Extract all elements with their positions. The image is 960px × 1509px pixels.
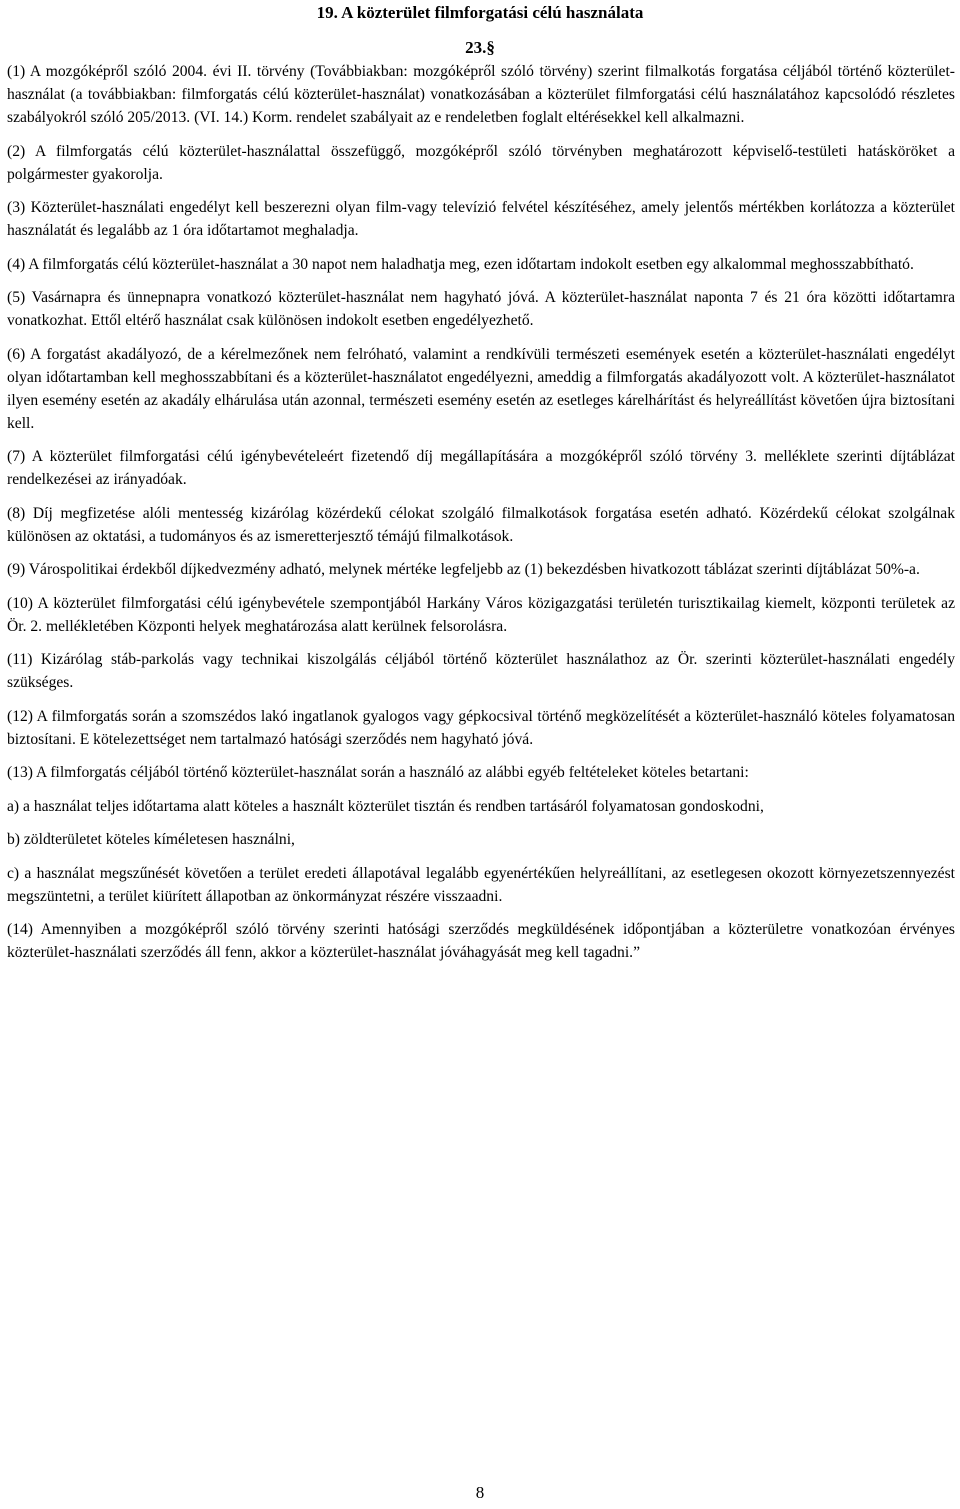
paragraph-12: (12) A filmforgatás során a szomszédos lakó ingatlanok gyalogos vagy gépkocsival történő megközelítését a közterület-használó köteles folyamatosan biztosítani. E kötelezettséget nem tartalmazó hatósági szerződés nem hagyható jóvá. — [7, 707, 955, 748]
section-number: 23.§ — [465, 38, 495, 57]
paragraph-8: (8) Díj megfizetése alóli mentesség kizárólag közérdekű célokat szolgáló filmalkotások forgatása esetén adható. Közérdekű célokat szolgálnak különösen az oktatási, a tudományos és az ismeretterjesztő témájú filmalkotások. — [7, 504, 955, 545]
page-number: 8 — [475, 1483, 485, 1502]
paragraph-10: (10) A közterület filmforgatási célú igénybevétele szempontjából Harkány Város közigazgatási területén turisztikailag kiemelt, központi területek az Ör. 2. mellékletében Központi helyek meghatározása alatt kerülnek felsorolásra. — [7, 594, 955, 635]
list-item-c: c) a használat megszűnését követően a terület eredeti állapotával legalább egyenértékűen helyreállítani, az esetlegesen okozott környezetszennyezést megszüntetni, a terület kiürített állapotban az önkormányzat részére visszaadni. — [7, 864, 955, 905]
paragraph-11: (11) Kizárólag stáb-parkolás vagy technikai kiszolgálás céljából történő közterület használathoz az Ör. szerinti közterület-használati engedély szükséges. — [7, 651, 955, 691]
paragraph-6: (6) A forgatást akadályozó, de a kérelmezőnek nem felróható, valamint a rendkívüli természeti események esetén a közterület-használati engedélyt olyan időtartamban kell meghosszabbítani és a közterület-használatot engedélyezni, ameddig a filmforgatás akadályozott volt. A közterület-használatot ilyen esemény esetén az akadály elhárulása után azonnal, természeti esemény esetén az esetleges kárelhárítást és helyreállítást követően újra biztosítani kell. — [7, 345, 955, 432]
paragraph-5: (5) Vasárnapra és ünnepnapra vonatkozó közterület-használat nem hagyható jóvá. A közterület-használat naponta 7 és 21 óra közötti időtartamra vonatkozhat. Ettől eltérő használat csak különösen indokolt esetben engedélyezhető. — [7, 289, 955, 329]
paragraph-7: (7) A közterület filmforgatási célú igénybevételeért fizetendő díj megállapítására a mozgóképről szóló törvény 3. melléklete szerinti díjtáblázat rendelkezései az irányadóak. — [7, 448, 955, 488]
chapter-title: 19. A közterület filmforgatási célú használata — [316, 3, 644, 22]
paragraph-4: (4) A filmforgatás célú közterület-használat a 30 napot nem haladhatja meg, ezen időtartam indokolt esetben egy alkalommal meghosszabbítható. — [7, 255, 914, 273]
paragraph-1: (1) A mozgóképről szóló 2004. évi II. törvény (Továbbiakban: mozgóképről szóló törvény) szerint filmalkotás forgatása céljából történő közterület-használat (a továbbiakban: filmforgatás célú közterület-használat) vonatkozásában a közterület filmforgatási célú használatához kapcsolódó részletes szabályokról szóló 205/2013. (VI. 14.) Korm. rendelet szabályait az e rendeletben foglalt eltérésekkel kell alkalmazni. — [7, 63, 955, 126]
paragraph-2: (2) A filmforgatás célú közterület-használattal összefüggő, mozgóképről szóló törvényben meghatározott képviselő-testületi hatásköröket a polgármester gyakorolja. — [7, 142, 955, 183]
document-body — [7, 60, 955, 975]
paragraph-13: (13) A filmforgatás céljából történő közterület-használat során a használó az alábbi egyéb feltételeket köteles betartani: — [7, 764, 749, 781]
paragraph-9: (9) Várospolitikai érdekből díjkedvezmény adható, melynek mértéke legfeljebb az (1) bekezdésben hivatkozott táblázat szerinti díjtáblázat 50%-a. — [7, 561, 920, 578]
list-item-a: a) a használat teljes időtartama alatt köteles a használt közterület tisztán és rendben tartásáról folyamatosan gondoskodni, — [7, 797, 764, 815]
paragraph-3: (3) Közterület-használati engedélyt kell beszerezni olyan film-vagy televízió felvétel készítéséhez, amely jelentős mértékben korlátozza a közterület használatát és legalább az 1 óra időtartamot meghaladja. — [7, 199, 955, 239]
list-item-b: b) zöldterületet köteles kíméletesen használni, — [7, 831, 295, 848]
paragraph-14: (14) Amennyiben a mozgóképről szóló törvény szerinti hatósági szerződés megküldésének időpontjában a közterületre vonatkozóan érvényes közterület-használati szerződés áll fenn, akkor a közterület-használat jóváhagyását meg kell tagadni.” — [7, 921, 955, 961]
